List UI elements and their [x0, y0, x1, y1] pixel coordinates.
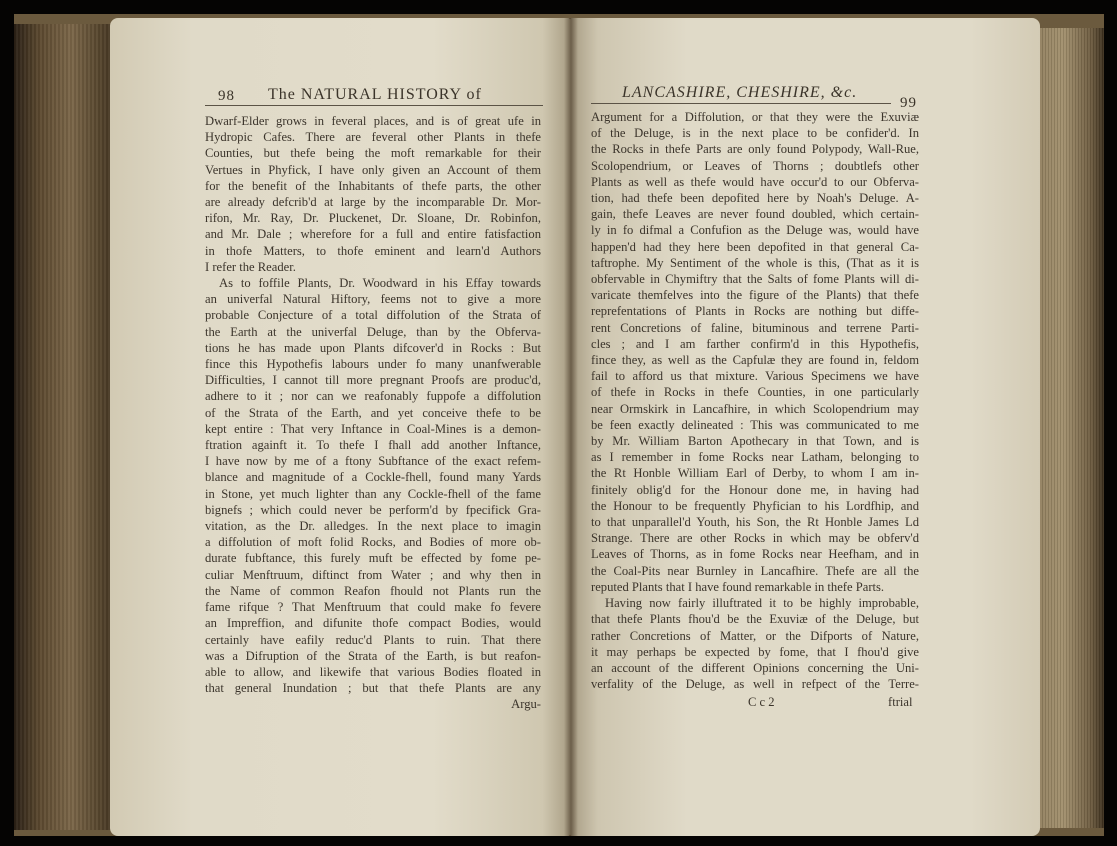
text-line: for the benefit of the Inhabitants of thefe parts, the other — [205, 178, 541, 193]
text-line: ftration againft it. To thefe I fhall add another Inftance, — [205, 438, 541, 453]
catchword: Argu- — [511, 697, 541, 712]
text-line: Leaves of Thorns, as in fome Rocks near Heefham, and in — [591, 547, 919, 562]
text-line: I refer the Reader. — [205, 259, 296, 274]
text-line: bignefs ; which could never be perform'd by fpecifick Gra- — [205, 502, 541, 517]
text-line: fince this Hypothefis labours under fo many unanfwerable — [205, 357, 541, 372]
text-line: vitation, as the Dr. alledges. In the next place to imagin — [205, 519, 541, 534]
text-line: Argument for a Diffolution, or that they were the Exuviæ — [591, 110, 919, 124]
text-line: culiar Menftruum, diftinct from Water ; and why then in — [205, 567, 541, 582]
text-line: be feen exactly delineated : This was communicated to me — [591, 417, 919, 432]
text-line: rifon, Mr. Ray, Dr. Pluckenet, Dr. Sloane, Dr. Robinfon, — [205, 211, 541, 226]
text-line: fince they, as well as the Capfulæ they are found in, feldom — [591, 353, 919, 368]
text-line: of the Deluge, is in the next place to be confider'd. In — [591, 126, 919, 141]
text-line: able to allow, and likewife that various Bodies floated in — [205, 664, 541, 679]
text-line: to that unparallel'd Youth, his Son, the Rt Honble James Ld — [591, 515, 919, 530]
text-line: rather Concretions of Matter, or the Difports of Nature, — [591, 628, 919, 643]
text-line: the Name of common Reafon fhould not Plants run the — [205, 583, 541, 598]
text-line: of the Strata of the Earth, and yet conceive thefe to be — [205, 405, 541, 420]
text-line: rent Concretions of faline, bituminous and terrene Parti- — [591, 320, 919, 335]
text-line: Dwarf-Elder grows in feveral places, and is of great ufe in — [205, 114, 541, 128]
text-line: ly in fo difmal a Confufion as the Deluge was, would have — [591, 223, 919, 238]
text-line: the Rt Honble William Earl of Derby, to whom I am in- — [591, 466, 919, 481]
text-line: gain, thefe Leaves are never found doubled, which certain- — [591, 207, 919, 222]
text-line: cles ; and I am farther confirm'd in this Hypothefis, — [591, 336, 919, 351]
text-line: in thofe Matters, to thofe eminent and learn'd Authors — [205, 243, 541, 258]
text-line: I have now by me of a ftony Subftance of the exact refem- — [205, 454, 541, 469]
text-line: varicate themfelves into the figure of the Plants) that thefe — [591, 288, 919, 303]
text-line: durate fubftance, this furely muft be effected by fome pe- — [205, 551, 541, 566]
text-line: that thefe Plants fhou'd be the Exuviæ of the Deluge, but — [591, 612, 919, 627]
text-line: that general Inundation ; but that thefe Plants are any — [205, 681, 541, 696]
text-line: Having now fairly illuftrated it to be highly improbable, — [605, 596, 919, 611]
text-line: an Impreffion, and difunite thofe compact Bodies, would — [205, 616, 541, 631]
text-line: an account of the different Opinions concerning the Uni- — [591, 660, 919, 675]
text-line: Strange. There are other Rocks in which may be obferv'd — [591, 531, 919, 546]
text-line: tions he has made upon Plants difcover'd in Rocks : But — [205, 340, 541, 355]
text-line: blance and magnitude of a Cockle-fhell, found many Yards — [205, 470, 541, 485]
left-running-title: The NATURAL HISTORY of — [268, 86, 482, 103]
text-line: was a Difruption of the Strata of the Earth, is but reafon- — [205, 648, 541, 663]
text-line: Hydropic Cafes. There are feveral other Plants in thefe — [205, 130, 541, 145]
signature-mark: C c 2 — [748, 695, 775, 709]
text-line: Scolopendrium, or Leaves of Thorns ; doubtlefs other — [591, 158, 919, 173]
text-line: Vertues in Phyfick, I have only given an Account of them — [205, 162, 541, 177]
catchword: ftrial — [888, 695, 913, 709]
text-line: the Coal-Pits near Burnley in Lancafhire. Thefe are all the — [591, 563, 919, 578]
text-line: fail to afford us that mixture. Various Specimens we have — [591, 369, 919, 384]
left-body-text — [205, 113, 541, 713]
text-line: finitely oblig'd for the Honour done me, in having had — [591, 482, 919, 497]
text-line: as I remember in fome Rocks near Latham, belonging to — [591, 450, 919, 465]
text-line: reputed Plants that I have found remarkable in thefe Parts. — [591, 579, 885, 594]
text-line: an univerfal Natural Hiftory, feems not to give a more — [205, 292, 541, 307]
text-line: verfality of the Deluge, as well in refpect of the Terre- — [591, 677, 919, 692]
open-book — [14, 14, 1104, 836]
text-line: are already defcrib'd at large by the incomparable Dr. Mor- — [205, 195, 541, 210]
book-gutter — [564, 18, 578, 836]
text-line: by Mr. William Barton Apothecary in that Town, and is — [591, 434, 919, 449]
text-line: a diffolution of moft folid Rocks, and Bodies of more ob- — [205, 535, 541, 550]
text-line: obfervable in Chymiftry that the Salts of fome Plants will di- — [591, 272, 919, 287]
text-line: Plants as well as thefe would have occur'd to our Obferva- — [591, 174, 919, 189]
text-line: the Rocks in thefe Parts are only found Polypody, Wall-Rue, — [591, 142, 919, 157]
text-line: it may perhaps be expected by fome, that I fhou'd give — [591, 644, 919, 659]
left-page-edges — [14, 24, 118, 830]
left-page-number: 98 — [218, 88, 235, 104]
right-page-edges — [1036, 28, 1104, 828]
text-line: happen'd had they here been depofited in that general Ca- — [591, 239, 919, 254]
text-line: kept entire : That very Inftance in Coal-Mines is a demon- — [205, 421, 541, 436]
text-line: As to foffile Plants, Dr. Woodward in his Effay towards — [219, 276, 541, 291]
right-header-rule — [591, 103, 891, 104]
text-line: tion, had thefe been depofited here by Noah's Deluge. A- — [591, 191, 919, 206]
right-running-title: LANCASHIRE, CHESHIRE, &c. — [622, 84, 858, 101]
text-line: and Mr. Dale ; wherefore for a full and entire fatisfaction — [205, 227, 541, 242]
text-line: taftrophe. My Sentiment of the whole is this, (That as it is — [591, 255, 919, 270]
left-header-rule — [205, 105, 543, 106]
text-line: in Stone, yet much lighter than any Cockle-fhell of the fame — [205, 486, 541, 501]
text-line: of thefe in Rocks in thefe Counties, in one particularly — [591, 385, 919, 400]
right-body-text — [591, 109, 919, 692]
text-line: Counties, but thefe being the moft remarkable for their — [205, 146, 541, 161]
text-line: the Earth at the univerfal Deluge, than by the Obferva- — [205, 324, 541, 339]
text-line: near Ormskirk in Lancafhire, in which Scolopendrium may — [591, 401, 919, 416]
text-line: certainly have eafily reduc'd Plants to ruin. That there — [205, 632, 541, 647]
text-line: probable Conjecture of a total diffolution of the Strata of — [205, 308, 541, 323]
text-line: the Honour to be frequently Phyfician to his Lordfhip, and — [591, 498, 919, 513]
right-page-number: 99 — [900, 95, 917, 111]
text-line: adhere to it ; nor can we reafonably fuppofe a diffolution — [205, 389, 541, 404]
text-line: fame rifque ? That Menftruum that could make fo fevere — [205, 600, 541, 615]
text-line: Difficulties, I cannot till more pregnant Proofs are produc'd, — [205, 373, 541, 388]
text-line: reprefentations of Plants in Rocks are nothing but diffe- — [591, 304, 919, 319]
